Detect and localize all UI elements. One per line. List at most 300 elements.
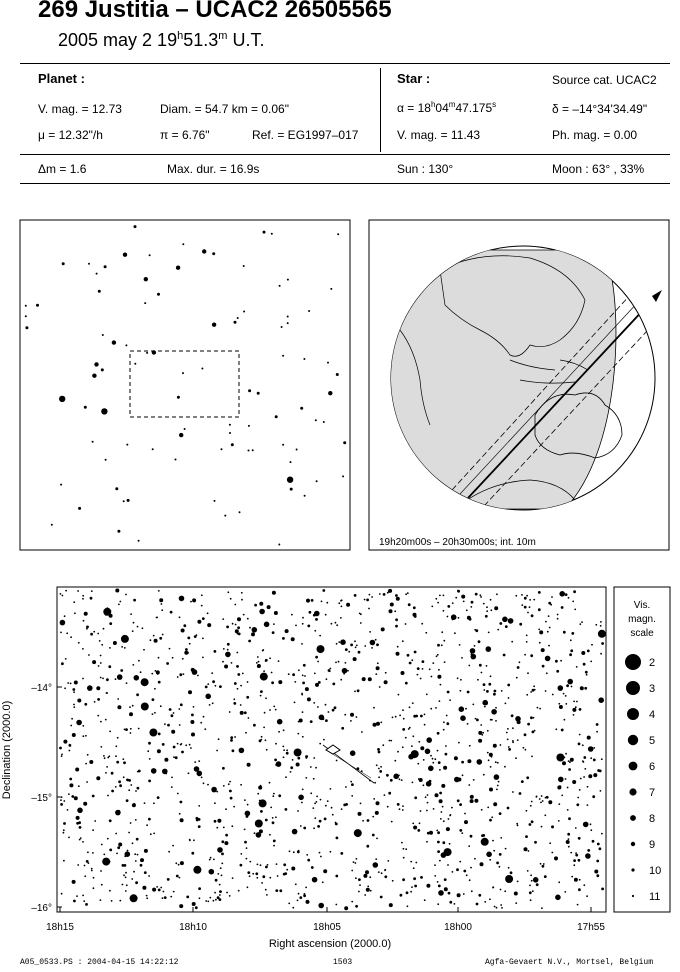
star	[567, 809, 569, 811]
star	[526, 635, 528, 637]
star	[597, 769, 600, 772]
star	[545, 690, 547, 692]
star	[36, 304, 39, 307]
star	[358, 891, 360, 893]
date-text: 2005 may 2 19	[58, 30, 178, 50]
star	[164, 723, 166, 725]
star	[477, 679, 479, 681]
star	[243, 265, 245, 267]
table-divider	[380, 68, 381, 152]
star	[158, 657, 160, 659]
star	[141, 678, 149, 686]
star	[489, 898, 491, 900]
star	[514, 892, 518, 896]
minute-unit: m	[218, 30, 228, 42]
star	[568, 768, 571, 771]
star	[146, 352, 148, 354]
star	[302, 623, 304, 625]
star	[527, 612, 529, 614]
star	[510, 871, 513, 874]
star	[214, 820, 217, 823]
star	[340, 679, 342, 681]
star	[468, 784, 470, 786]
star	[572, 601, 574, 603]
star	[262, 650, 264, 652]
star	[271, 681, 274, 684]
star	[420, 715, 423, 718]
star	[202, 249, 206, 253]
star	[201, 594, 203, 596]
star	[185, 744, 187, 746]
star	[469, 879, 471, 881]
star	[295, 625, 297, 627]
star	[130, 784, 132, 786]
star	[216, 791, 218, 793]
star	[500, 744, 502, 746]
star	[592, 840, 595, 843]
star	[156, 617, 158, 619]
star	[137, 771, 139, 773]
star	[420, 810, 422, 812]
star	[444, 878, 447, 881]
star	[240, 864, 243, 867]
star	[221, 853, 224, 856]
star	[249, 861, 251, 863]
star	[564, 719, 566, 721]
ra-minutes: 04	[435, 101, 449, 115]
star	[583, 776, 585, 778]
star	[459, 861, 461, 863]
star	[173, 746, 176, 749]
star-right-ascension	[397, 100, 496, 115]
star	[526, 641, 528, 643]
star	[195, 906, 198, 909]
star	[319, 852, 321, 854]
star	[586, 895, 588, 897]
star	[460, 715, 466, 721]
star	[445, 745, 447, 747]
star	[217, 819, 221, 823]
star	[479, 594, 481, 596]
star	[231, 443, 234, 446]
star	[482, 732, 484, 734]
star	[537, 707, 539, 709]
star	[120, 669, 123, 672]
star	[528, 850, 530, 852]
star	[98, 290, 101, 293]
star	[84, 865, 86, 867]
star	[273, 706, 275, 708]
star	[414, 615, 417, 618]
star	[568, 817, 571, 820]
star	[343, 441, 346, 444]
star	[446, 722, 449, 725]
star	[380, 766, 382, 768]
star	[592, 795, 595, 798]
star	[496, 862, 499, 865]
star	[508, 867, 510, 869]
star	[548, 800, 552, 804]
star	[354, 640, 356, 642]
star	[221, 448, 223, 450]
star	[536, 796, 538, 798]
star	[154, 639, 158, 643]
star	[409, 662, 412, 665]
star	[601, 833, 603, 835]
star	[71, 718, 73, 720]
star	[282, 444, 284, 446]
star	[478, 894, 481, 897]
star	[191, 852, 194, 855]
star	[146, 897, 148, 899]
star	[157, 796, 160, 799]
star	[369, 594, 371, 596]
star	[162, 743, 165, 746]
x-tick-label: 18h00	[444, 922, 472, 933]
star	[294, 681, 296, 683]
star	[531, 820, 534, 823]
star	[115, 833, 117, 835]
star	[389, 609, 393, 613]
star	[283, 873, 286, 876]
star	[128, 832, 130, 834]
star	[432, 662, 434, 664]
star	[252, 449, 254, 451]
star	[577, 904, 579, 906]
star	[590, 661, 592, 663]
star	[336, 837, 339, 840]
star	[376, 666, 380, 670]
star	[538, 591, 541, 594]
star	[580, 778, 582, 780]
star	[517, 739, 519, 741]
star	[472, 704, 474, 706]
star	[212, 872, 214, 874]
star	[311, 599, 314, 602]
star	[336, 643, 338, 645]
star	[454, 777, 460, 783]
star	[529, 599, 531, 601]
star	[524, 847, 528, 851]
star	[552, 694, 554, 696]
star	[115, 745, 117, 747]
star	[580, 686, 584, 690]
star	[461, 657, 463, 659]
star	[247, 763, 251, 767]
star	[125, 890, 127, 892]
star	[144, 802, 146, 804]
star	[413, 867, 415, 869]
star	[134, 225, 137, 228]
star-vmag: V. mag. = 11.43	[397, 128, 481, 142]
star	[260, 810, 263, 813]
star	[134, 363, 136, 365]
star	[197, 675, 199, 677]
star	[69, 783, 73, 787]
star	[437, 732, 440, 735]
star	[200, 722, 202, 724]
star	[355, 905, 358, 908]
star	[214, 500, 216, 502]
star	[390, 779, 393, 782]
star	[115, 589, 119, 593]
x-tick-label: 17h55	[577, 922, 605, 933]
star	[288, 673, 290, 675]
star	[123, 500, 125, 502]
star	[542, 665, 545, 668]
star	[316, 796, 318, 798]
star	[76, 895, 78, 897]
star	[579, 789, 581, 791]
star	[579, 623, 581, 625]
star	[486, 606, 488, 608]
star	[115, 678, 117, 680]
star	[135, 790, 137, 792]
table-mid-rule	[20, 154, 670, 155]
star	[340, 639, 346, 645]
star	[466, 609, 468, 611]
star	[366, 845, 369, 848]
table-bottom-rule	[20, 183, 670, 184]
star	[251, 632, 255, 636]
star	[270, 807, 272, 809]
star	[283, 756, 285, 758]
star	[307, 697, 311, 701]
star	[600, 653, 602, 655]
star	[549, 842, 551, 844]
star	[214, 892, 216, 894]
star	[82, 648, 84, 650]
star	[499, 622, 502, 625]
star	[327, 362, 329, 364]
star	[274, 759, 277, 762]
star	[308, 310, 310, 312]
star	[486, 665, 488, 667]
star	[127, 499, 130, 502]
star	[63, 740, 67, 744]
star	[508, 746, 510, 748]
star	[588, 746, 594, 752]
star	[205, 686, 208, 689]
x-axis-label: Right ascension (2000.0)	[268, 938, 392, 950]
star	[275, 709, 277, 711]
star	[405, 848, 407, 850]
star	[297, 810, 299, 812]
star	[475, 593, 478, 596]
star	[335, 622, 337, 624]
star	[82, 678, 84, 680]
star	[584, 768, 586, 770]
star	[83, 620, 85, 622]
star	[207, 612, 209, 614]
star	[166, 662, 169, 665]
star	[403, 848, 405, 850]
star	[170, 896, 172, 898]
star	[226, 626, 229, 629]
star	[463, 870, 466, 873]
star	[581, 621, 583, 623]
star	[363, 874, 367, 878]
star	[92, 660, 96, 664]
star	[575, 854, 578, 857]
star	[534, 689, 536, 691]
star	[320, 799, 322, 801]
star	[329, 670, 331, 672]
star	[600, 625, 602, 627]
star	[78, 507, 81, 510]
star	[382, 744, 384, 746]
star	[229, 781, 231, 783]
star	[512, 727, 514, 729]
star	[547, 631, 549, 633]
star	[482, 834, 485, 837]
star	[288, 903, 290, 905]
star	[203, 716, 205, 718]
star	[173, 712, 175, 714]
star	[507, 739, 509, 741]
star	[326, 602, 328, 604]
star	[490, 599, 492, 601]
star	[203, 782, 205, 784]
star	[412, 702, 414, 704]
star	[219, 894, 221, 896]
star	[297, 900, 299, 902]
star	[51, 524, 53, 526]
star	[418, 741, 420, 743]
star	[350, 750, 356, 756]
star	[176, 266, 180, 270]
star	[457, 893, 461, 897]
star	[430, 755, 432, 757]
star	[351, 901, 353, 903]
ra-seconds: 47.175	[455, 101, 493, 115]
star	[103, 755, 105, 757]
legend-magnitude-label: 7	[649, 787, 656, 799]
star	[435, 707, 437, 709]
star	[402, 805, 404, 807]
star	[562, 729, 564, 731]
star	[227, 591, 229, 593]
legend-magnitude-label: 6	[649, 761, 656, 773]
star	[517, 720, 521, 724]
star	[89, 760, 93, 764]
star	[236, 665, 239, 668]
star	[211, 787, 217, 793]
star	[258, 661, 260, 663]
star	[88, 862, 90, 864]
star	[517, 881, 519, 883]
star	[109, 622, 112, 625]
star	[412, 823, 414, 825]
star	[335, 904, 337, 906]
star	[296, 763, 300, 767]
star	[292, 759, 294, 761]
star	[212, 680, 215, 683]
star	[93, 631, 95, 633]
star	[278, 680, 282, 684]
star	[302, 682, 305, 685]
star	[133, 599, 136, 602]
star	[117, 846, 120, 849]
star	[344, 906, 348, 910]
star	[276, 863, 278, 865]
star	[214, 650, 217, 653]
star	[291, 614, 293, 616]
max-duration: Max. dur. = 16.9s	[167, 162, 260, 176]
star	[123, 761, 126, 764]
star	[106, 766, 108, 768]
star	[401, 842, 403, 844]
star	[369, 876, 371, 878]
star	[555, 859, 557, 861]
star	[170, 611, 173, 614]
star	[385, 672, 387, 674]
star	[376, 643, 379, 646]
star	[422, 668, 424, 670]
star	[179, 813, 181, 815]
star	[317, 661, 319, 663]
star	[485, 702, 488, 705]
star	[568, 838, 570, 840]
legend-magnitude-dot	[632, 895, 634, 897]
star	[248, 640, 251, 643]
star	[411, 886, 413, 888]
star	[271, 672, 273, 674]
star	[571, 876, 573, 878]
star	[278, 794, 281, 797]
star	[231, 662, 233, 664]
star	[431, 606, 433, 608]
star	[105, 719, 107, 721]
star	[583, 884, 585, 886]
star	[124, 647, 126, 649]
star	[70, 636, 72, 638]
star	[294, 702, 296, 704]
star	[244, 829, 246, 831]
star	[354, 691, 356, 693]
star	[467, 616, 471, 620]
star	[306, 755, 308, 757]
star	[179, 904, 183, 908]
star	[159, 598, 163, 602]
star	[587, 736, 591, 740]
star	[125, 872, 127, 874]
star	[247, 618, 249, 620]
star	[443, 640, 445, 642]
star	[393, 774, 399, 780]
star	[100, 870, 102, 872]
star	[106, 678, 109, 681]
star	[259, 609, 265, 615]
star	[292, 829, 298, 835]
star	[294, 749, 302, 757]
star	[525, 835, 528, 838]
star	[173, 756, 175, 758]
star	[545, 621, 547, 623]
star	[207, 623, 211, 627]
star	[454, 632, 456, 634]
star	[437, 750, 439, 752]
star	[230, 739, 233, 742]
star	[330, 851, 332, 853]
star	[533, 877, 539, 883]
star	[490, 609, 492, 611]
star	[85, 903, 88, 906]
star	[233, 698, 235, 700]
star	[323, 421, 325, 423]
star	[178, 708, 180, 710]
footer-page: 1503	[333, 958, 353, 967]
